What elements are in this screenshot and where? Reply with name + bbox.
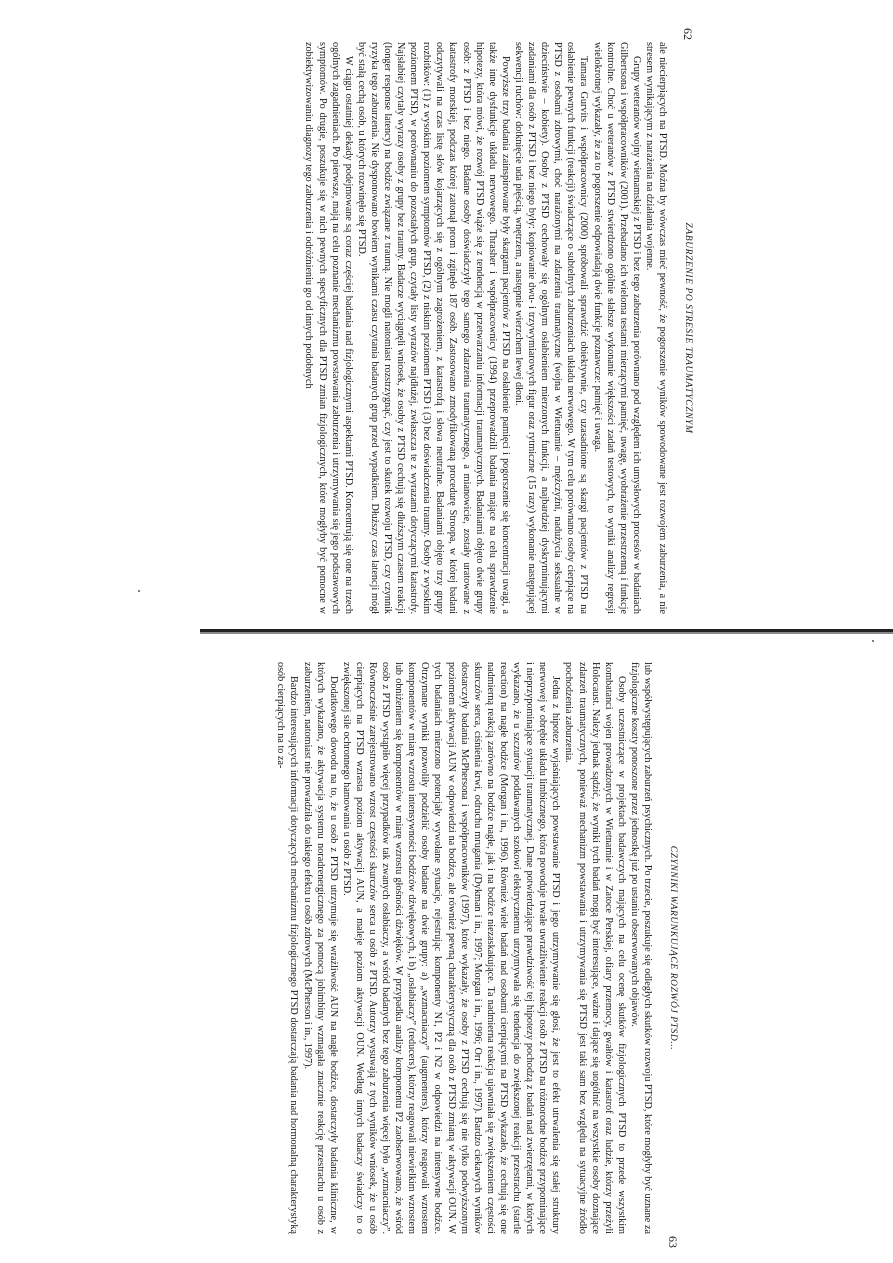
paragraph: Dodatkowego dowodu na to, że u osób z PTSD utrzymuje się wrażliwość AUN na nagłe bodźce, dostarczyły badania kliniczne, w których wykazano, że aktywacja systemu noradrenergicznego za pomocą johimbiny wzmagała znacznie reakcję przestrachu u osób z zaburzeniem, natomiast nie prowadziła do takiego efektu u osób zdrowych (McPherson i in., 1997). bbox=[301, 662, 339, 1234]
paragraph: W ciągu ostatniej dekady podejmowane są coraz częściej badania nad fizjologicznymi aspektami PTSD. Koncentrują się one na trzech ogólnych zagadnieniach. Po pierwsze, mają na celu poznanie mechanizmu powstawania zaburzenia i utrzymywania się jego podstawowych symptomów. Po drugie, poszukuje się w nich pewnych specyficznych dla PTSD zmian fizjologicznych, które mogłyby być pomocne w zobiektywizowaniu diagnozy tego zaburzenia i odróżnieniu go od innych podobnych bbox=[303, 42, 354, 614]
page-63-content bbox=[275, 648, 680, 1248]
scan-speck bbox=[872, 640, 874, 642]
paragraph: Osoby uczestniczące w projektach badawczych mających na celu ocenę skutków fizjologicznych PTSD to przede wszystkim kombatanci wojen prowadzonych w Wietnamie i w Zatoce Perskiej, ofiary przemocy, gwałtów i katastrof oraz ludzie, którzy przeżyli Holocaust. Należy jednak sądzić, że wyniki tych badań mogą być interesujące, ważne i dające się uogólnić na wszystkie osoby doznające zdarzeń traumatycznych, ponieważ mechanizm powstawania i utrzymywania się PTSD jest taki sam bez względu na sytuacyjne źródło pochodzenia zaburzenia. bbox=[563, 662, 627, 1234]
paragraph: lub współwystępujących zaburzeń psychicznych. Po trzecie, poszukuje się odległych skutków rozwoju PTSD, które mogłyby być uznane za fizjologiczne koszty ponoszone przez jednostkę już po ustaniu obserwowanych objawów. bbox=[628, 662, 653, 1234]
paragraph: ale niecierpiących na PTSD. Można by wówczas mieć pewność, że pogorszenie wyników spowodowane jest rozwojem zaburzenia, a nie stresem wynikającym z narażenia na działania wojenne. bbox=[643, 42, 668, 614]
page-62 bbox=[303, 28, 695, 628]
paragraph: Bardzo interesujących informacji dotyczących mechanizmu fizjologicznego PTSD dostarczają badania nad hormonalną charakterystyką osób cierpiących na to za- bbox=[275, 662, 300, 1234]
page-number: 63 bbox=[666, 1236, 680, 1248]
paragraph: Grupy weteranów wojny wietnamskiej z PTSD i bez tego zaburzenia porównano pod względem ich umysłowych procesów w badaniach Gilbertsona i współpracowników (2001). Przebadano ich wieloma testami mierzącymi pamięć, uwagę, wyobrażenie przestrzenną i funkcje kontrolne. Choć u weteranów z PTSD stwierdzono ogólnie słabsze wykonanie większości zadań testowych, to wyniki analizy regresji wielokrotnej wykazały, że za to pogorszenie odpowiadają dwie funkcje poznawcze: pamięć i uwaga. bbox=[591, 42, 642, 614]
paragraph: Tamara Gurvits i współpracownicy (2000) spróbowali sprawdzić obiektywnie, czy uzasadnione są skargi pacjentów z PTSD na osłabienie pewnych funkcji (reakcji) świadczące o subtelnych zaburzeniach układu nerwowego. W tym celu porównano osoby cierpiące na PTSD z osobami zdrowymi, choć narażonymi na zdarzenia traumatyczne (wojna w Wietnamie – mężczyźni, nadużycia seksualne w dzieciństwie – kobiety). Osoby z PTSD cechowały się ogólnym osłabieniem mierzonych funkcji, a najbardziej dyskryminującymi zadaniami dla osób z PTSD i bez niego były: kopiowanie dwu- i trzywymiarowych figur oraz rytmiczne (15 razy) wykonanie następującej sekwencji ruchów: dotknięcie uda pięścią, wnętrzem, a następnie wierzchem lewej dłoni. bbox=[512, 42, 590, 614]
running-head: CZYNNIKI WARUNKUJĄCE ROZWÓJ PTSD... bbox=[668, 845, 678, 1051]
page-number: 62 bbox=[681, 28, 695, 40]
scan-speck bbox=[138, 590, 140, 592]
paragraph: Jedna z hipotez wyjaśniających powstawanie PTSD i jego utrzymywanie się głosi, że jest to efekt utrwalenia się stałej struktury nerwowej w obrębie układu limbicznego, która powoduje trwałe uwrażliwienie reakcji osób z PTSD na różnorodne bodźce przypominające i nieprzypominające sytuacji traumatycznej. Dane potwierdzające prawdziwość tej hipotezy pochodzą z badań nad zwierzętami, w których wykazano, że u szczurów poddawanych szokowi elektrycznemu utrzymywała się tendencja do zwiększonej reakcji przestrachu (startle reaction) na nagłe bodźce (Morgan i in., 1996). Również wiele badań nad osobami cierpiącymi na PTSD wykazało, że cechują się one nadmierną reakcją zarówno na bodźce nagłe, jak i na bodźce niezaskakujące. Ta nadmierna reakcja ujawniała się zwiększeniem częstości skurczów serca, ciśnienia krwi, odruchu mrugania (Dykman i in., 1997; Morgan i in., 1996; Orr i in., 1997). Bardzo ciekawych wyników dostarczyły badania McPhersona i współpracowników (1997), które wykazały, że osoby z PTSD cechują się nie tylko podwyższonym poziomem aktywacji AUN w odpowiedzi na bodźce, ale również pewną charakterystyczną dla osób z PTSD zmianą w aktywacji OUN. W tych badaniach mierzono potencjały wywołane sytuacje, rejestrując komponenty N1, P2 i N2 w odpowiedzi na intensywne bodźce. Otrzymane wyniki pozwoliły podzielić osoby badane na dwie grupy: a) „wzmacniaczy” (augmenters), którzy reagowali wzrostem komponentów w miarę wzrostu intensywności bodźców dźwiękowych, i b) „osłabiaczy” (reducers), którzy reagowali niewielkim wzrostem lub obniżeniem się komponentów w miarę wzrostu głośności dźwięków. W przypadku analizy komponentu P2 zaobserwowano, że wśród osób z PTSD wystąpiło więcej przypadków tak zwanych osłabiaczy, a wśród badanych bez tego zaburzenia więcej było „wzmacniaczy”. Równocześnie zarejestrowano wzrost częstości skurczów serca u osób z PTSD. Autorzy wysuwają z tych wyników wniosek, że u osób cierpiących na PTSD wzrasta poziom aktywacji AUN, a maleje poziom aktywacji OUN. Według innych badaczy świadczy to o zwiększonej sile ochronnego hamowania u osób z PTSD. bbox=[340, 662, 562, 1234]
page-62-content bbox=[303, 28, 695, 628]
paragraph: Powyższe trzy badania zainspirowane były skargami pacjentów z PTSD na osłabienie pamięci i pogorszenie się koncentracji uwagi, a także inne dysfunkcje układu nerwowego. Thrasher i współpracownicy (1994) przeprowadzili badania mające na celu sprawdzenie hipotezy, która mówi, że rozwój PTSD wiąże się z tendencją w przetwarzaniu informacji traumatycznych. Badaniami objęto dwie grupy osób: z PTSD i bez niego. Badane osoby doświadczyły tego samego zdarzenia traumatycznego, a mianowicie, zostały uratowane z katastrofy morskiej, podczas której zatonął prom i zginęło 187 osób. Zastosowano zmodyfikowaną procedurę Stroopa, w której badani odczytywali na czas listę słów kojarzących się z ogólnym zagrożeniem, z katastrofą i słowa neutralne. Badaniami objęto trzy grupy rozbitków: (1) z wysokim poziomem symptomów PTSD, (2) z niskim poziomem PTSD i (3) bez doświadczenia traumy. Osoby z wysokim poziomem PTSD, w porównaniu do pozostałych grup, czytały listy wyrazów najdłużej, zwłaszcza te z wyrazami dotyczącymi katastrofy. Najsłabiej czytały wyrazy osoby z grupy bez traumy. Badacze wyciągnęli wniosek, że osoby z PTSD cechują się dłuższym czasem reakcji (longer response latency) na bodźce związane z traumą. Nie mogli natomiast rozstrzygnąć, czy jest to skutek rozwoju PTSD, czy czynnik ryzyka tego zaburzenia. Nie dysponowano bowiem wynikami czasu czytania badanych grup przed wypadkiem. Dłuższy czas latencji mógł być stałą cechą osób, u których rozwinęło się PTSD. bbox=[355, 42, 511, 614]
running-head: ZABURZENIE PO STRESIE TRAUMATYCZNYM bbox=[683, 222, 693, 434]
page-fold-shadow bbox=[200, 632, 893, 634]
page-63 bbox=[275, 648, 680, 1248]
